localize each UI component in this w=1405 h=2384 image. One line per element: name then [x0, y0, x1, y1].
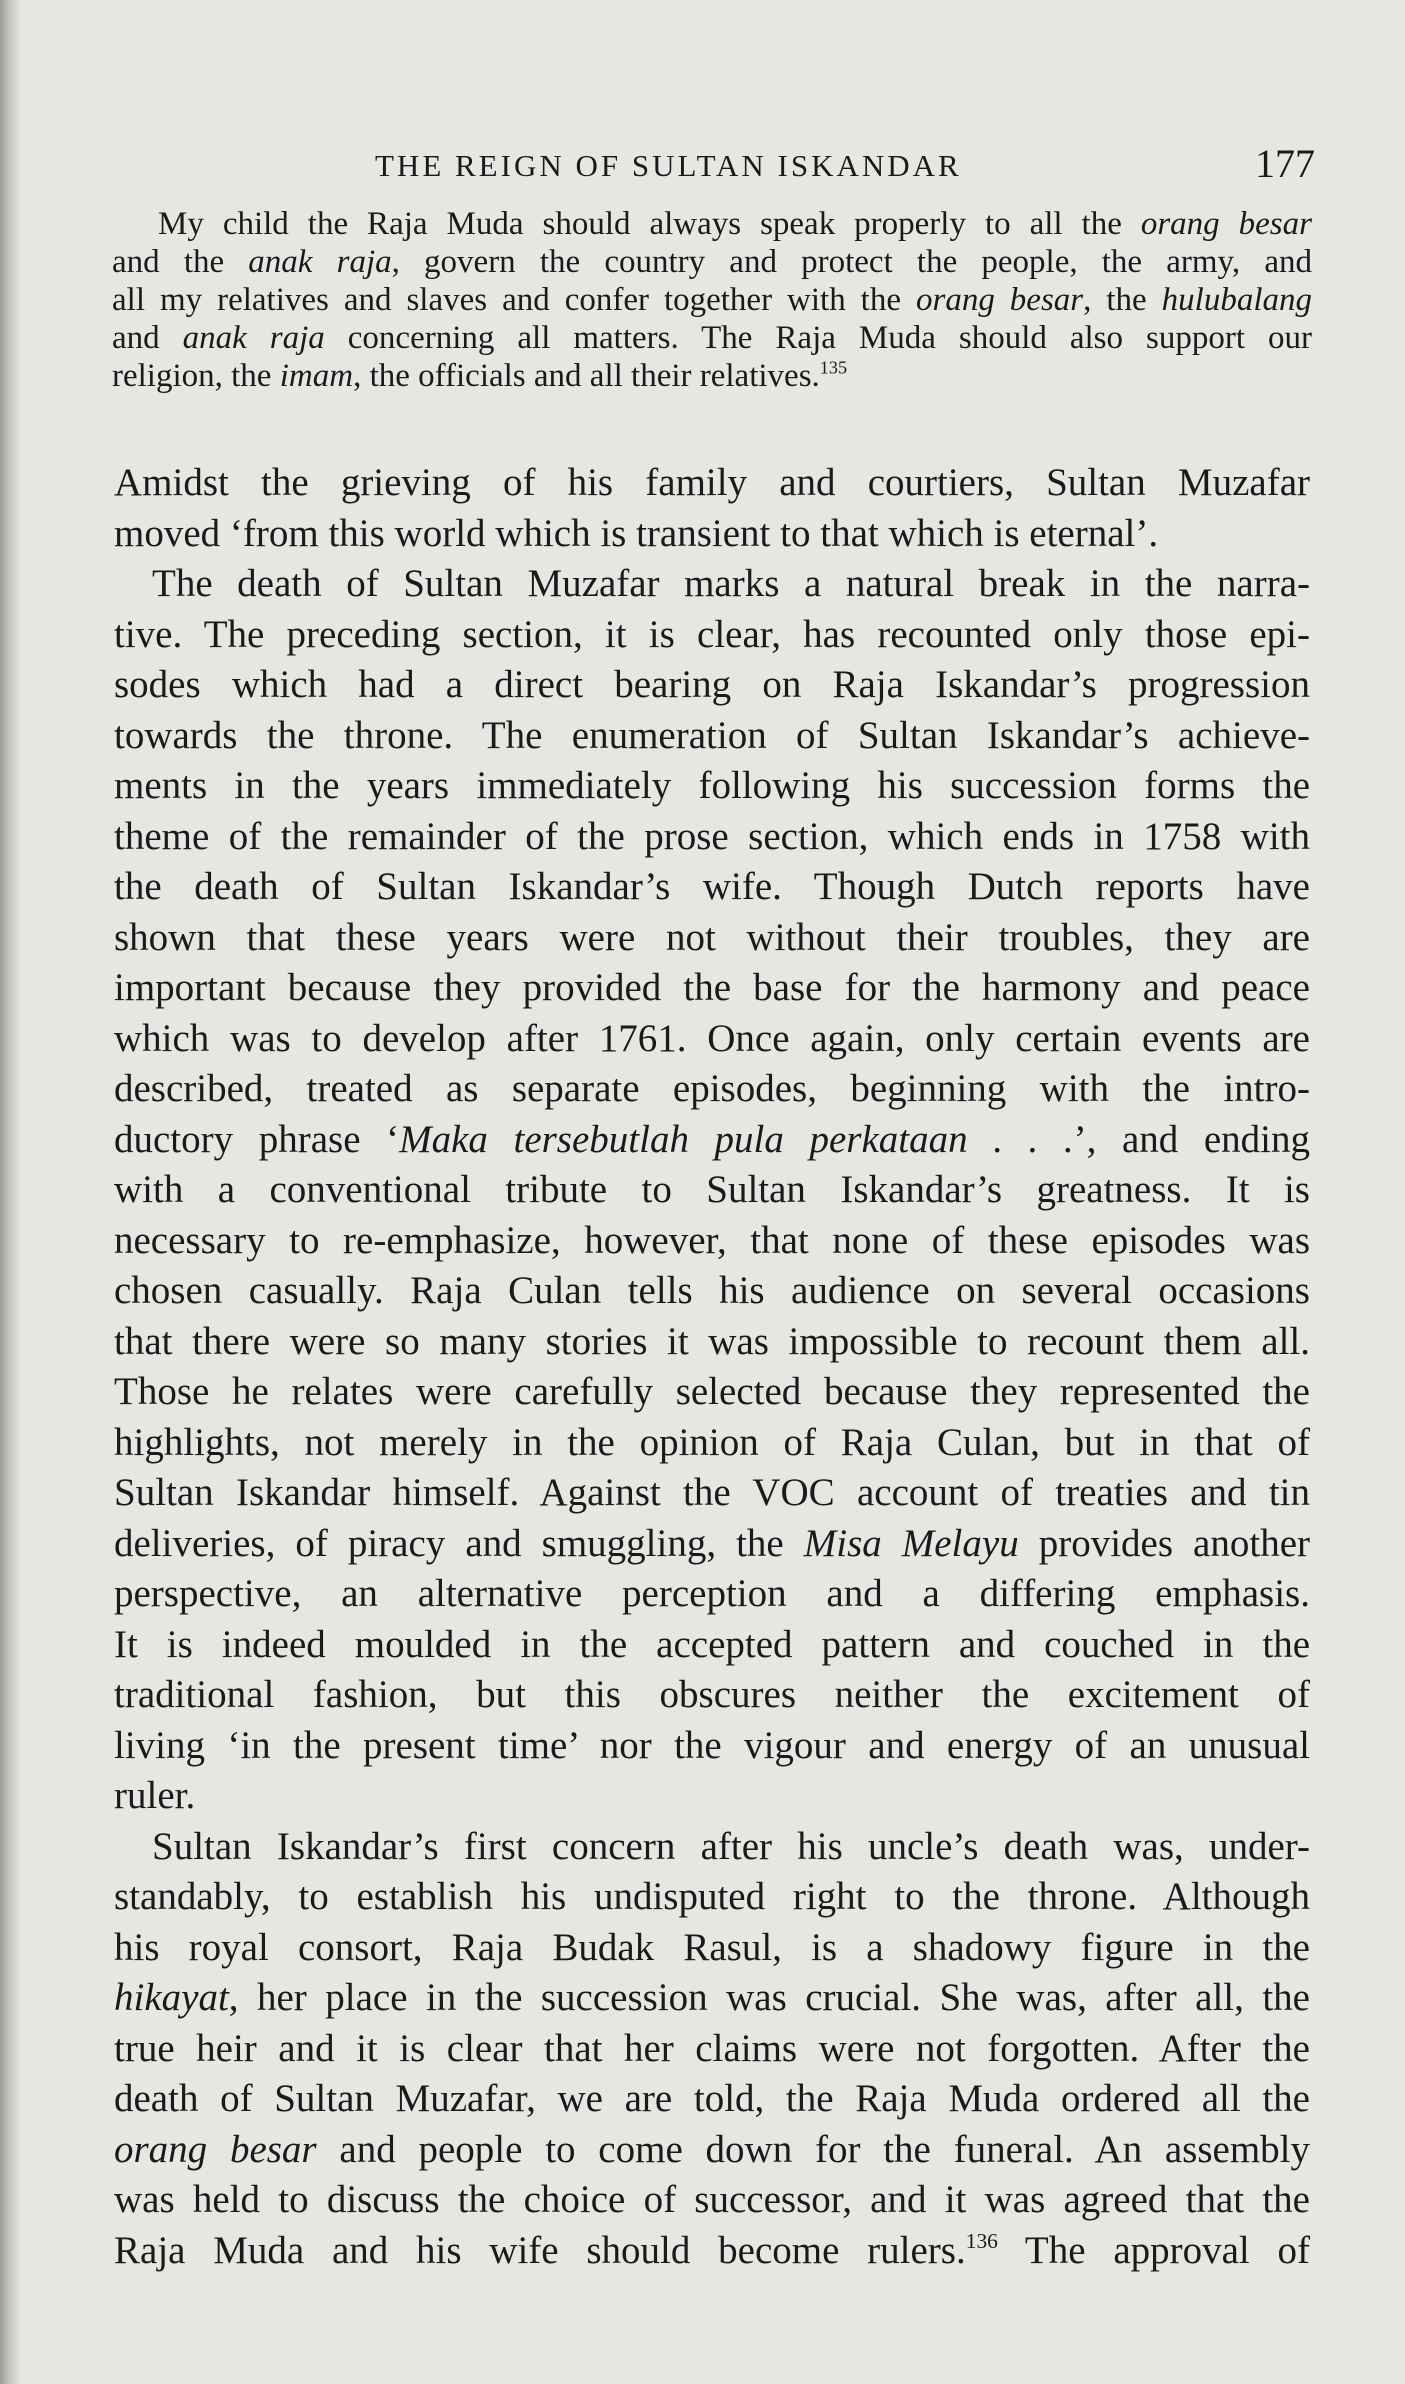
- text-line: [114, 1670, 1310, 1721]
- text-line: [114, 2024, 1310, 2075]
- text-line: [112, 357, 1312, 395]
- text-line: [114, 1569, 1310, 1620]
- text-line: [114, 610, 1310, 661]
- text-run: Sultan Iskandar himself. Against the VOC account of treaties and tin: [114, 1471, 1310, 1514]
- italic-term: imam: [279, 358, 354, 394]
- text-line: [114, 761, 1310, 812]
- text-run: with a conventional tribute to Sultan Iskandar’s greatness. It is: [114, 1168, 1310, 1211]
- text-line: [114, 458, 1310, 509]
- text-line: [114, 1014, 1310, 1065]
- text-run: Sultan Iskandar’s first concern after his uncle’s death was, under-: [152, 1824, 1310, 1868]
- text-run: It is indeed moulded in the accepted pattern and couched in the: [114, 1622, 1310, 1666]
- text-line: [114, 2226, 1310, 2277]
- text-run: necessary to re-emphasize, however, that none of these episodes was: [114, 1218, 1310, 1262]
- text-run: deliveries, of piracy and smuggling, the: [114, 1521, 804, 1565]
- footnote-reference: 136: [965, 2228, 998, 2253]
- text-line: [114, 1317, 1310, 1368]
- text-run: traditional fashion, but this obscures neither the excitement of: [114, 1673, 1310, 1716]
- text-line: [114, 1721, 1310, 1772]
- text-line: [114, 2175, 1310, 2226]
- text-run: perspective, an alternative perception and a differing emphasis.: [114, 1572, 1310, 1615]
- text-line: [114, 1064, 1310, 1115]
- book-gutter-edge: [0, 0, 20, 2384]
- text-line: [114, 509, 1310, 560]
- text-line: [114, 1266, 1310, 1317]
- text-run: , the: [1083, 282, 1162, 318]
- text-run: religion, the: [112, 358, 280, 394]
- text-line: [114, 862, 1310, 913]
- text-run: ruler.: [114, 1774, 196, 1817]
- italic-term: anak raja: [182, 320, 325, 356]
- text-line: [114, 711, 1310, 762]
- text-run: moved ‘from this world which is transient to that which is eternal’.: [114, 511, 1159, 555]
- text-line: [114, 559, 1310, 610]
- text-line: [114, 1923, 1310, 1974]
- text-line: [114, 812, 1310, 863]
- text-line: [114, 1822, 1310, 1873]
- text-run: tive. The preceding section, it is clear, has recounted only those epi-: [114, 612, 1310, 656]
- text-run: , her place in the succession was crucial. She was, after all, the: [228, 1976, 1310, 2019]
- text-run: and: [112, 320, 183, 356]
- text-line: [114, 1165, 1310, 1216]
- text-run: ’, and ending: [1073, 1117, 1310, 1161]
- text-run: shown that these years were not without their troubles, they are: [114, 915, 1310, 959]
- text-run: towards the throne. The enumeration of Sultan Iskandar’s achieve-: [114, 713, 1310, 757]
- text-run: Raja Muda and his wife should become rulers.: [114, 2228, 966, 2272]
- text-line: [112, 281, 1312, 319]
- italic-term: orang besar: [1140, 206, 1312, 242]
- text-run: was held to discuss the choice of successor, and it was agreed that the: [114, 2178, 1310, 2221]
- page-number: 177: [1255, 141, 1315, 186]
- text-line: [114, 1418, 1310, 1469]
- italic-term: orang besar: [915, 282, 1084, 318]
- page-header: [0, 140, 1405, 190]
- text-run: , govern the country and protect the people, the army, and: [391, 244, 1312, 280]
- text-run: Amidst the grieving of his family and courtiers, Sultan Muzafar: [114, 461, 1310, 504]
- text-line: [112, 243, 1312, 281]
- text-line: [114, 1468, 1310, 1519]
- text-line: [114, 1216, 1310, 1267]
- text-run: which was to develop after 1761. Once again, only certain events are: [114, 1016, 1310, 1060]
- text-line: [114, 1620, 1310, 1671]
- footnote-reference: 135: [819, 357, 848, 378]
- text-run: all my relatives and slaves and confer together with the: [112, 282, 916, 318]
- italic-term: hikayat: [114, 1976, 229, 2019]
- text-line: [114, 963, 1310, 1014]
- text-run: highlights, not merely in the opinion of Raja Culan, but in that of: [114, 1420, 1310, 1464]
- text-run: chosen casually. Raja Culan tells his audience on several occasions: [114, 1269, 1310, 1312]
- italic-term: anak raja: [248, 244, 392, 280]
- text-line: [114, 2125, 1310, 2176]
- text-run: ments in the years immediately following his succession forms the: [114, 764, 1310, 807]
- text-run: concerning all matters. The Raja Muda should also support our: [324, 320, 1312, 356]
- text-run: The death of Sultan Muzafar marks a natural break in the narra-: [152, 562, 1310, 605]
- running-title: THE REIGN OF SULTAN ISKANDAR: [375, 148, 962, 183]
- text-run: sodes which had a direct bearing on Raja Iskandar’s progression: [114, 663, 1310, 706]
- text-run: that there were so many stories it was impossible to recount them all.: [114, 1319, 1310, 1363]
- text-run: described, treated as separate episodes, beginning with the intro-: [114, 1067, 1310, 1110]
- text-run: The approval of: [997, 2228, 1311, 2272]
- text-line: [114, 1973, 1310, 2024]
- text-run: and people to come down for the funeral. An assembly: [316, 2127, 1311, 2171]
- text-run: ductory phrase ‘: [114, 1117, 400, 1161]
- block-quote: [112, 205, 1312, 395]
- text-run: Those he relates were carefully selected because they represented the: [114, 1370, 1310, 1413]
- text-run: standably, to establish his undisputed right to the throne. Although: [114, 1875, 1310, 1918]
- text-run: provides another: [1018, 1521, 1310, 1565]
- text-run: , the officials and all their relatives.: [353, 358, 820, 394]
- text-run: true heir and it is clear that her claims were not forgotten. After the: [114, 2026, 1310, 2070]
- italic-term: Maka tersebutlah pula perkataan . . .: [399, 1117, 1074, 1161]
- text-line: [114, 2074, 1310, 2125]
- text-line: [114, 1367, 1310, 1418]
- text-run: the death of Sultan Iskandar’s wife. Though Dutch reports have: [114, 865, 1310, 908]
- italic-term: hulubalang: [1161, 282, 1312, 318]
- text-line: [114, 1872, 1310, 1923]
- text-line: [112, 205, 1312, 243]
- text-run: and the: [112, 244, 249, 280]
- text-line: [112, 319, 1312, 357]
- text-line: [114, 660, 1310, 711]
- text-line: [114, 1771, 1310, 1822]
- body-text: [114, 458, 1310, 2276]
- text-run: his royal consort, Raja Budak Rasul, is a shadowy figure in the: [114, 1925, 1310, 1969]
- text-run: living ‘in the present time’ nor the vigour and energy of an unusual: [114, 1723, 1310, 1767]
- text-run: My child the Raja Muda should always speak properly to all the: [158, 206, 1141, 242]
- text-run: important because they provided the base for the harmony and peace: [114, 966, 1310, 1009]
- italic-term: Misa Melayu: [803, 1521, 1019, 1565]
- text-line: [114, 1519, 1310, 1570]
- text-run: death of Sultan Muzafar, we are told, the Raja Muda ordered all the: [114, 2077, 1310, 2120]
- text-line: [114, 913, 1310, 964]
- text-line: [114, 1115, 1310, 1166]
- italic-term: orang besar: [114, 2127, 317, 2171]
- text-run: theme of the remainder of the prose section, which ends in 1758 with: [114, 814, 1310, 858]
